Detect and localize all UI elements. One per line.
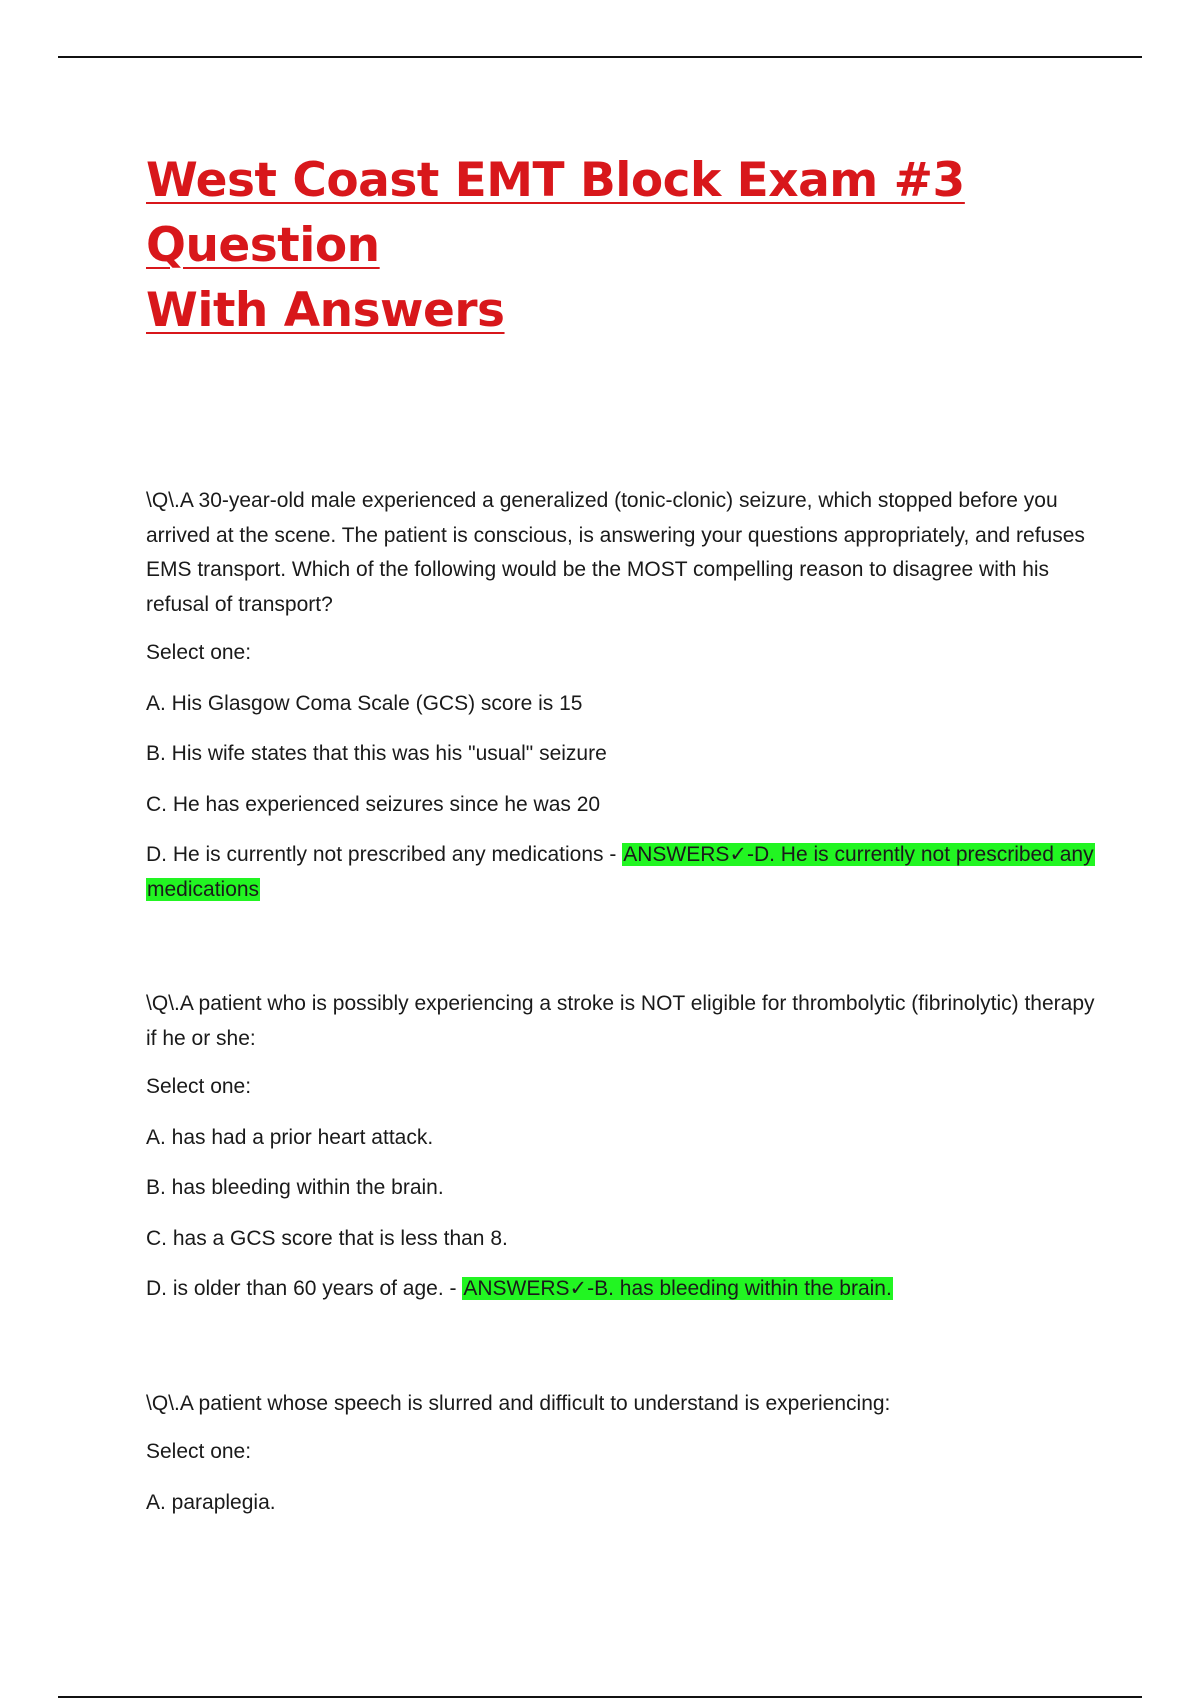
select-one-label: Select one: [146,1075,252,1098]
question-list [146,484,1096,1520]
question-prompt: \Q\.A patient whose speech is slurred and difficult to understand is experiencing: [146,1391,891,1415]
answer-highlight: ANSWERS✓-D. He is currently not prescribed any medications [147,843,1094,901]
title-line-2: With Answers [146,283,505,338]
title-line-1: West Coast EMT Block Exam #3 Question [146,153,965,273]
question-prompt: \Q\.A 30-year-old male experienced a generalized (tonic-clonic) seizure, which stopped before you arrived at the scene. The patient is conscious, is answering your questions appropriately, and refuses EMS transport. Which of the following would be the MOST compelling reason to disagree with his refusal of transport? [146,489,1085,616]
option-d-with-answer [146,838,1096,907]
question-2 [146,987,1096,1307]
answer-highlight: ANSWERS✓-B. has bleeding within the brain. [463,1277,892,1300]
option-a: A. His Glasgow Coma Scale (GCS) score is 15 [146,691,583,715]
option-a: A. has had a prior heart attack. [146,1125,434,1149]
footer-rule [58,1696,1142,1698]
option-d: D. He is currently not prescribed any medications - [146,843,623,866]
option-a: A. paraplegia. [146,1490,276,1514]
document-title [146,148,1096,343]
option-b: B. His wife states that this was his "usual" seizure [146,742,607,765]
option-b: B. has bleeding within the brain. [146,1176,444,1199]
question-3 [146,1387,1096,1521]
option-d: D. is older than 60 years of age. - [146,1277,463,1300]
question-1 [146,484,1096,907]
option-d-with-answer [146,1272,1096,1307]
header-rule [58,56,1142,58]
select-one-label: Select one: [146,1440,252,1463]
question-prompt: \Q\.A patient who is possibly experiencing a stroke is NOT eligible for thrombolytic (fibrinolytic) therapy if he or she: [146,992,1095,1050]
document-body [146,148,1096,1520]
option-c: C. He has experienced seizures since he was 20 [146,792,601,816]
select-one-label: Select one: [146,641,252,664]
option-c: C. has a GCS score that is less than 8. [146,1226,508,1250]
